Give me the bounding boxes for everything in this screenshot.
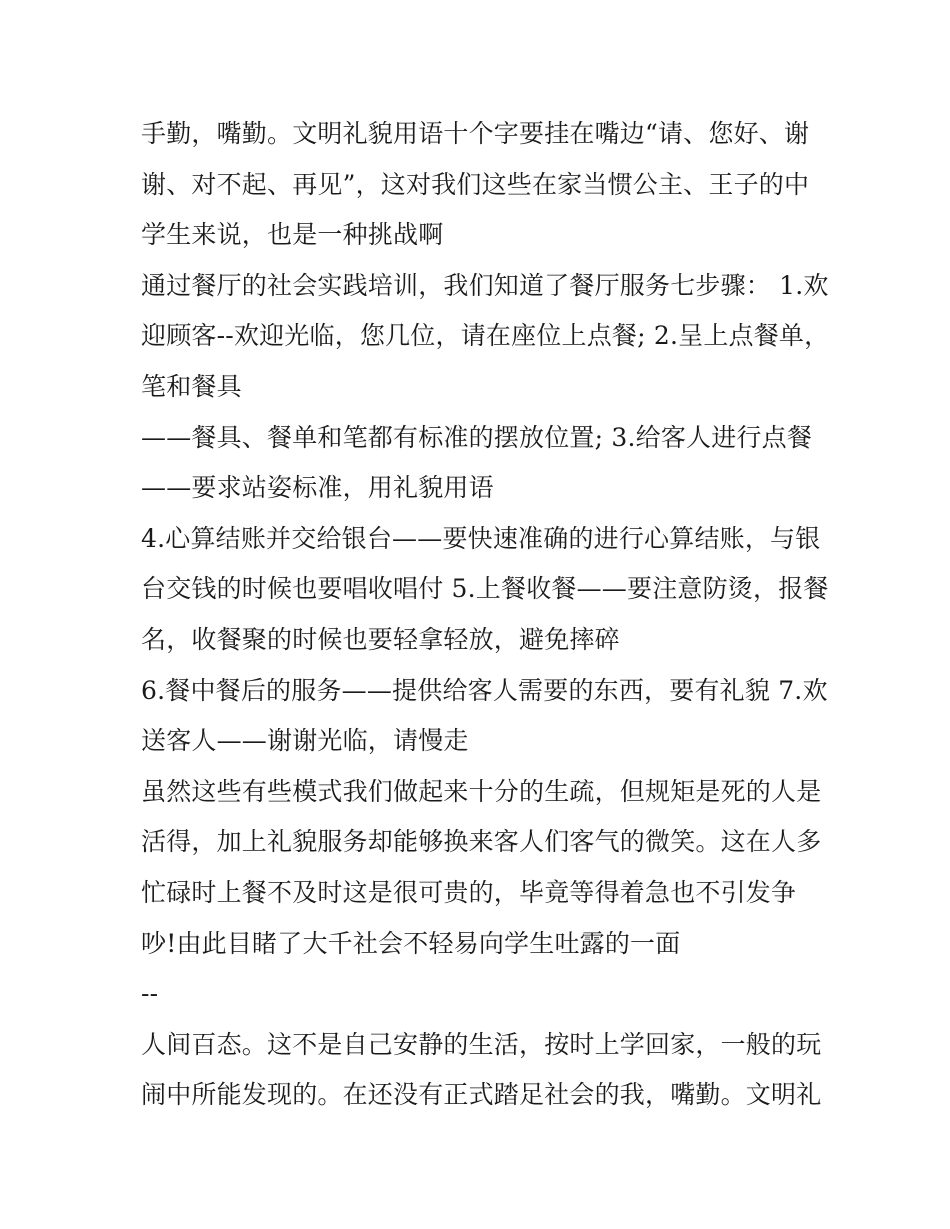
text-line: 忙碌时上餐不及时这是很可贵的，毕竟等得着急也不引发争 (141, 877, 797, 907)
text-line: 手勤，嘴勤。文明礼貌用语十个字要挂在嘴边“请、您好、谢 (141, 119, 810, 148)
text-line: 笔和餐具 (141, 371, 242, 401)
text-line: -- (141, 979, 159, 1009)
text-line: 台交钱的时候也要唱收唱付 5.上餐收餐——要注意防烫，报餐 (141, 574, 829, 604)
text-line: 谢、对不起、再见”，这对我们这些在家当惯公主、王子的中 (141, 169, 810, 199)
body-text (141, 109, 830, 1121)
text-line: 4.心算结账并交给银台——要快速准确的进行心算结账，与银 (141, 523, 821, 553)
text-line: ——餐具、餐单和笔都有标准的摆放位置; 3.给客人进行点餐 (141, 422, 813, 452)
text-line: 活得，加上礼貌服务却能够换来客人们客气的微笑。这在人多 (141, 827, 822, 857)
text-line: 送客人——谢谢光临，请慢走 (141, 726, 469, 756)
text-line: 吵!由此目睹了大千社会不轻易向学生吐露的一面 (141, 928, 681, 958)
text-line: ——要求站姿标准，用礼貌用语 (141, 473, 494, 503)
text-line: 学生来说，也是一种挑战啊 (141, 220, 444, 250)
text-line: 6.餐中餐后的服务——提供给客人需要的东西，要有礼貌 7.欢 (141, 675, 828, 705)
text-line: 迎顾客--欢迎光临，您几位，请在座位上点餐; 2.呈上点餐单， (141, 321, 830, 351)
text-line: 人间百态。这不是自己安静的生活，按时上学回家，一般的玩 (141, 1029, 822, 1059)
text-line: 名，收餐聚的时候也要轻拿轻放，避免摔碎 (141, 624, 620, 654)
text-line: 闹中所能发现的。在还没有正式踏足社会的我，嘴勤。文明礼 (141, 1080, 822, 1110)
text-line: 通过餐厅的社会实践培训，我们知道了餐厅服务七步骤： 1.欢 (141, 270, 829, 300)
text-line: 虽然这些有些模式我们做起来十分的生疏，但规矩是死的人是 (141, 776, 822, 806)
